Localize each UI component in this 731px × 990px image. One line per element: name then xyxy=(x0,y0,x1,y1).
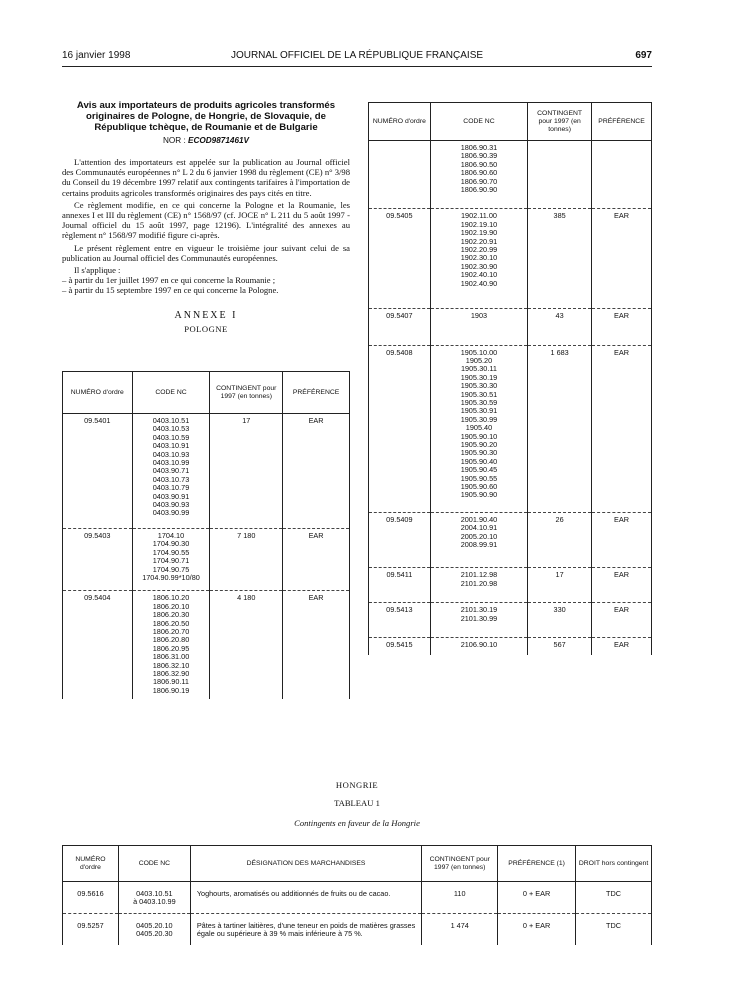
hongrie-tableau: TABLEAU 1 xyxy=(334,798,380,808)
code-nc-cell xyxy=(430,141,527,209)
col-droit: DROIT hors contingent xyxy=(576,846,652,882)
code-nc-cell xyxy=(430,309,527,345)
code-nc: 1902.40.10 xyxy=(460,270,498,280)
code-nc: 0405.20.10 xyxy=(136,920,173,930)
notice-bullet: – à partir du 1er juillet 1997 en ce qui concerne la Roumanie ; xyxy=(62,275,276,286)
code-nc: 1905.90.10 xyxy=(460,431,498,441)
header-rule xyxy=(62,66,652,67)
code-nc-cell xyxy=(132,414,210,529)
header-journal: JOURNAL OFFICIEL DE LA RÉPUBLIQUE FRANÇAISE xyxy=(230,50,484,61)
contingent-cell: 17 xyxy=(528,568,592,603)
preference-cell: EAR xyxy=(592,603,652,638)
code-nc: 1905.40 xyxy=(465,423,493,433)
col-designation: DÉSIGNATION DES MARCHANDISES xyxy=(190,846,421,882)
designation-cell: Pâtes à tartiner laitières, d'une teneur en poids de matières grasses égale ou supérieure à 39 % mais inférieure à 75 %. xyxy=(190,913,421,944)
nor-label: NOR : xyxy=(162,136,186,145)
droit-cell: TDC xyxy=(576,913,652,944)
code-nc: 1806.31.00 xyxy=(152,652,190,662)
code-nc-cell xyxy=(430,209,527,309)
contingent-cell: 43 xyxy=(528,309,592,345)
code-nc: 1905.90.30 xyxy=(460,448,498,458)
numero-cell: 09.5415 xyxy=(369,638,431,656)
code-nc: 1902.30.90 xyxy=(460,261,498,271)
contingent-cell: 330 xyxy=(528,603,592,638)
preference-cell xyxy=(592,141,652,209)
contingent-cell: 17 xyxy=(210,414,283,529)
numero-cell: 09.5411 xyxy=(369,568,431,603)
notice-title xyxy=(62,100,350,133)
col-contingent: CONTINGENT pour 1997 (en tonnes) xyxy=(210,372,283,414)
hongrie-section xyxy=(62,780,652,828)
contingent-cell xyxy=(528,141,592,209)
preference-cell: EAR xyxy=(592,568,652,603)
code-nc: 1704.90.71 xyxy=(152,556,190,566)
preference-cell: 0 + EAR xyxy=(498,913,576,944)
code-nc: 0403.90.91 xyxy=(152,491,190,501)
code-nc: 2004.10.91 xyxy=(460,523,498,533)
numero-cell: 09.5401 xyxy=(63,414,133,529)
code-nc: 1902.19.90 xyxy=(460,228,498,238)
notice-paragraph: Le présent règlement entre en vigueur le troisième jour suivant celui de sa publication au Journal officiel des Communautés européennes. xyxy=(62,242,350,263)
code-nc: 0405.20.30 xyxy=(136,929,173,939)
col-numero: NUMÉRO d'ordre xyxy=(369,103,431,141)
code-nc: 1902.20.99 xyxy=(460,245,498,255)
contingent-cell: 7 180 xyxy=(210,528,283,590)
code-nc: 1806.90.90 xyxy=(460,185,498,195)
code-nc: 1905.90.20 xyxy=(460,439,498,449)
code-nc-cell xyxy=(132,528,210,590)
code-nc-cell xyxy=(132,591,210,699)
code-nc: 0403.90.99 xyxy=(152,508,190,518)
code-nc: 1902.19.10 xyxy=(460,219,498,229)
code-nc: 1806.90.11 xyxy=(153,677,189,687)
code-nc: 1806.10.20 xyxy=(152,593,190,603)
preference-cell: 0 + EAR xyxy=(498,882,576,914)
col-preference: PRÉFÉRENCE xyxy=(592,103,652,141)
pologne-table xyxy=(62,371,350,699)
numero-cell: 09.5408 xyxy=(369,345,431,512)
code-nc: 1903 xyxy=(470,311,488,321)
table-row xyxy=(369,309,652,345)
code-nc-cell xyxy=(430,345,527,512)
col-preference: PRÉFÉRENCE (1) xyxy=(498,846,576,882)
code-nc: 1704.90.99*10/80 xyxy=(142,572,200,582)
numero-cell: 09.5409 xyxy=(369,512,431,568)
table-row xyxy=(63,882,652,914)
code-nc-cell xyxy=(118,913,190,944)
preference-cell: EAR xyxy=(283,528,350,590)
code-nc: 1806.90.39 xyxy=(460,151,498,161)
col-preference: PRÉFÉRENCE xyxy=(283,372,350,414)
code-nc: 1905.90.45 xyxy=(460,465,498,475)
contingent-cell: 567 xyxy=(528,638,592,656)
col-code-nc: CODE NC xyxy=(430,103,527,141)
code-nc: 1905.20 xyxy=(465,355,493,365)
code-nc: 0403.10.53 xyxy=(152,424,190,434)
code-nc: 1704.90.75 xyxy=(152,564,190,574)
code-nc: 1806.90.50 xyxy=(460,159,498,169)
table-row xyxy=(369,512,652,568)
preference-cell: EAR xyxy=(283,414,350,529)
header-date: 16 janvier 1998 xyxy=(62,50,131,61)
hongrie-body xyxy=(63,882,652,945)
table-row xyxy=(369,568,652,603)
notice-title-line: République tchèque, de Roumanie et de Bulgarie xyxy=(94,122,318,133)
notice-paragraph: Il s'applique : xyxy=(74,265,121,276)
contingent-cell: 110 xyxy=(422,882,498,914)
code-nc: 2101.30.99 xyxy=(460,613,498,623)
code-nc: 2101.30.19 xyxy=(460,605,498,615)
code-nc: 1806.20.50 xyxy=(152,618,190,628)
col-contingent: CONTINGENT pour 1997 (en tonnes) xyxy=(422,846,498,882)
notice-bullet: – à partir du 15 septembre 1997 en ce qui concerne la Pologne. xyxy=(62,285,279,296)
code-nc: 1806.90.19 xyxy=(152,685,190,695)
code-nc-cell xyxy=(430,603,527,638)
code-nc: 2008.99.91 xyxy=(460,540,498,550)
code-nc: 1905.30.19 xyxy=(460,372,498,382)
hongrie-caption: Contingents en faveur de la Hongrie xyxy=(294,818,420,828)
col-numero: NUMÉRO d'ordre xyxy=(63,846,119,882)
contingent-cell: 26 xyxy=(528,512,592,568)
code-nc: 1902.11.00 xyxy=(460,211,497,221)
code-nc: 1704.90.55 xyxy=(152,547,190,557)
hongrie-table xyxy=(62,845,652,945)
numero-cell: 09.5404 xyxy=(63,591,133,699)
notice-paragraph: Ce règlement modifie, en ce qui concerne la Pologne et la Roumanie, les annexes I et III du règlement (CE) n° 1568/97 (cf. JOCE n° L 211 du 5 août 1997 - Journal officiel du 15 août 1997, page 12196). L'intégralité des annexes au règlement n° 1568/97 modifié figure ci-après. xyxy=(62,199,350,241)
code-nc: 1806.32.10 xyxy=(152,660,190,670)
nor-reference xyxy=(62,136,350,145)
pologne-table-continued xyxy=(368,102,652,655)
table-row xyxy=(63,414,350,529)
contingent-cell: 1 683 xyxy=(528,345,592,512)
code-nc: 0403.90.71 xyxy=(152,466,190,476)
code-nc: 0403.10.59 xyxy=(152,432,190,442)
code-nc: 1806.20.95 xyxy=(152,643,190,653)
numero-cell: 09.5616 xyxy=(63,882,119,914)
code-nc: 0403.10.51 xyxy=(136,889,173,898)
code-nc: à 0403.10.99 xyxy=(133,897,176,907)
col-contingent: CONTINGENT pour 1997 (en tonnes) xyxy=(528,103,592,141)
numero-cell: 09.5413 xyxy=(369,603,431,638)
annexe-title: ANNEXE I xyxy=(174,309,238,321)
col-code-nc: CODE NC xyxy=(132,372,210,414)
code-nc: 2101.20.98 xyxy=(460,578,498,588)
code-nc: 0403.10.91 xyxy=(152,441,190,451)
notice-paragraph: L'attention des importateurs est appelée sur la publication au Journal officiel des Communautés européennes n° L 2 du 6 janvier 1998 du règlement (CE) n° 3/98 du Conseil du 19 décembre 1997 relatif aux contingents tarifaires à l'importation de certains produits agricoles transformés originaires des pays cités en titre. xyxy=(62,157,350,198)
table-row xyxy=(63,913,652,944)
code-nc: 0403.10.51 xyxy=(152,416,190,425)
table-row xyxy=(369,141,652,209)
code-nc: 1905.30.51 xyxy=(460,389,498,399)
code-nc: 1806.90.31 xyxy=(460,143,498,152)
code-nc: 1905.90.60 xyxy=(460,482,498,491)
table-row xyxy=(369,345,652,512)
table-row xyxy=(63,591,350,699)
code-nc: 2106.90.10 xyxy=(460,640,498,650)
numero-cell: 09.5403 xyxy=(63,528,133,590)
table-row xyxy=(369,638,652,656)
code-nc: 1905.30.99 xyxy=(460,414,498,424)
code-nc: 2101.12.98 xyxy=(460,570,498,580)
code-nc: 0403.10.99 xyxy=(152,458,190,468)
contingent-cell: 385 xyxy=(528,209,592,309)
code-nc: 0403.10.79 xyxy=(152,483,190,493)
hongrie-country: HONGRIE xyxy=(335,780,379,790)
code-nc-cell xyxy=(430,638,527,656)
code-nc: 1905.30.91 xyxy=(460,406,498,416)
table-row xyxy=(63,528,350,590)
preference-cell: EAR xyxy=(592,512,652,568)
droit-cell: TDC xyxy=(576,882,652,914)
code-nc-cell xyxy=(430,568,527,603)
code-nc: 1905.90.40 xyxy=(460,456,498,466)
code-nc: 2005.20.10 xyxy=(460,531,498,541)
code-nc: 1902.20.91 xyxy=(460,236,498,246)
right-body xyxy=(369,141,652,656)
code-nc: 1905.10.00 xyxy=(460,347,498,357)
preference-cell: EAR xyxy=(283,591,350,699)
col-code-nc: CODE NC xyxy=(118,846,190,882)
code-nc-cell xyxy=(430,512,527,568)
nor-code: ECOD9871461V xyxy=(188,136,250,145)
table-row xyxy=(369,209,652,309)
numero-cell: 09.5257 xyxy=(63,913,119,944)
designation-cell: Yoghourts, aromatisés ou additionnés de fruits ou de cacao. xyxy=(190,882,421,914)
col-numero: NUMÉRO d'ordre xyxy=(63,372,133,414)
code-nc: 1905.90.55 xyxy=(460,473,498,483)
code-nc: 1806.20.10 xyxy=(152,601,190,611)
notice xyxy=(62,100,350,334)
code-nc: 1902.40.90 xyxy=(460,278,498,288)
preference-cell: EAR xyxy=(592,209,652,309)
code-nc: 1806.32.90 xyxy=(152,668,190,678)
notice-title-line: originaires de Pologne, de Hongrie, de Slovaquie, de xyxy=(86,111,326,122)
code-nc: 0403.10.93 xyxy=(152,449,190,459)
code-nc: 0403.90.93 xyxy=(152,500,190,510)
code-nc: 1905.30.11 xyxy=(460,364,497,374)
code-nc: 1905.90.90 xyxy=(460,490,498,500)
preference-cell: EAR xyxy=(592,309,652,345)
code-nc: 1905.30.59 xyxy=(460,397,498,407)
numero-cell xyxy=(369,141,431,209)
preference-cell: EAR xyxy=(592,345,652,512)
code-nc: 2001.90.40 xyxy=(460,514,498,524)
code-nc: 1902.30.10 xyxy=(460,253,498,263)
annexe-country: POLOGNE xyxy=(184,323,228,334)
code-nc: 1806.90.70 xyxy=(460,176,498,186)
code-nc: 1806.90.60 xyxy=(460,168,498,178)
numero-cell: 09.5407 xyxy=(369,309,431,345)
contingent-cell: 1 474 xyxy=(422,913,498,944)
notice-title-line: Avis aux importateurs de produits agricoles transformés xyxy=(76,100,336,111)
header-page-number: 697 xyxy=(635,50,652,61)
contingent-cell: 4 180 xyxy=(210,591,283,699)
numero-cell: 09.5405 xyxy=(369,209,431,309)
code-nc: 1704.10 xyxy=(157,530,185,540)
preference-cell: EAR xyxy=(592,638,652,656)
table-row xyxy=(369,603,652,638)
code-nc: 1806.20.70 xyxy=(152,626,190,636)
code-nc: 1905.30.30 xyxy=(460,381,498,391)
code-nc: 1806.20.30 xyxy=(152,610,190,620)
code-nc-cell xyxy=(118,882,190,914)
code-nc: 0403.10.73 xyxy=(152,474,190,484)
code-nc: 1806.20.80 xyxy=(152,635,190,645)
pologne-body xyxy=(63,414,350,700)
code-nc: 1704.90.30 xyxy=(152,539,190,549)
